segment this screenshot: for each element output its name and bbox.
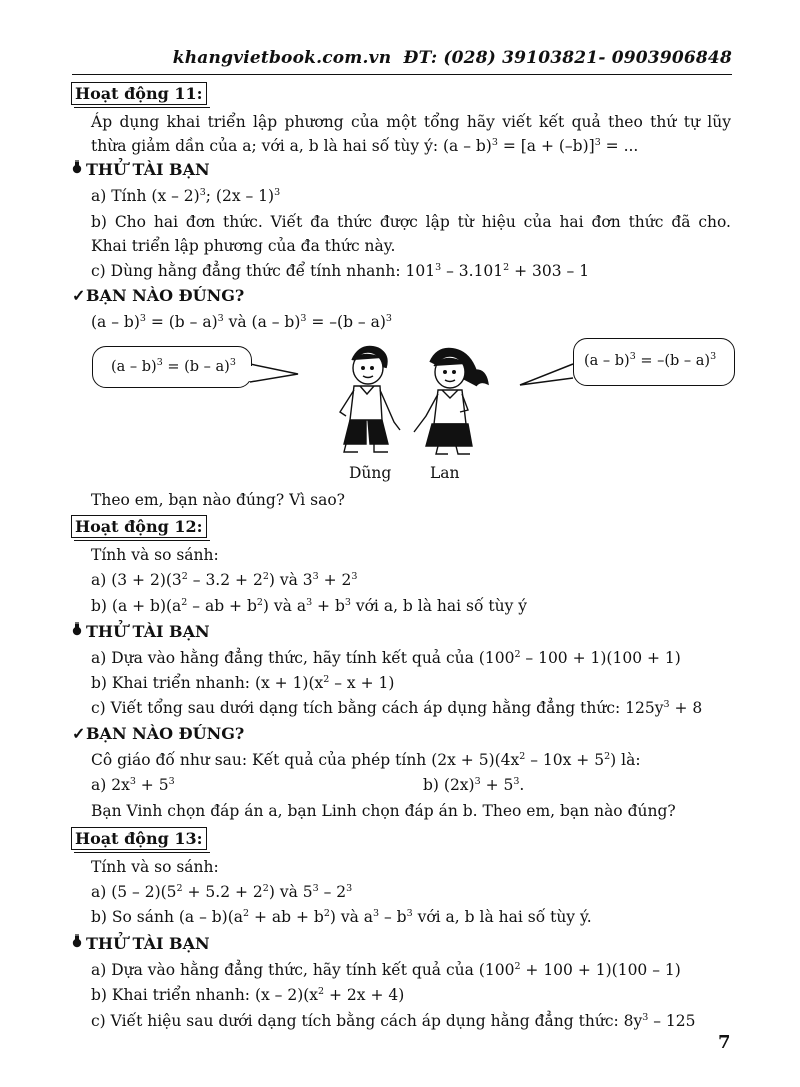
who-is-right-2-option-a: a) $2x^3 + 5^3$ xyxy=(91,776,175,794)
who-is-right-1-statement: (a – b)$^3$ = (b – a)$^3$ và (a – b)$^3$ = –(b – a)$^3$ xyxy=(91,313,392,331)
speech-bubble-lan: (a – b)$^3$ = –(b – a)$^3$ xyxy=(573,338,735,386)
activity-13-title: Hoạt động 13: xyxy=(71,827,207,850)
activity-11-title: Hoạt động 11: xyxy=(71,82,207,105)
try-1-item-b-line-2: Khai triển lập phương của đa thức này. xyxy=(91,237,396,255)
activity-12-item-b: b) $(a + b)(a^2$ – ab + $b^2$) và $a^3 + b^3$ với a, b là hai số tùy ý xyxy=(91,597,528,615)
try-3-item-b: b) Khai triển nhanh: $(x - 2)(x^2 + 2x + 4)$ xyxy=(91,986,405,1004)
checkmark-icon: ✓ xyxy=(72,724,86,743)
try-2-item-a: a) Dựa vào hằng đẳng thức, hãy tính kết quả của $(100^2 - 100 + 1)(100 + 1)$ xyxy=(91,649,681,667)
try-2-item-c: c) Viết tổng sau dưới dạng tích bằng cách áp dụng hằng đẳng thức: $125y^3 + 8$ xyxy=(91,699,703,717)
who-is-right-2-line-2: Bạn Vinh chọn đáp án a, bạn Linh chọn đáp án b. Theo em, bạn nào đúng? xyxy=(91,802,676,820)
header-site: khangvietbook.com.vn xyxy=(172,48,392,68)
activity-12-title: Hoạt động 12: xyxy=(71,515,207,538)
try-section-1-title: THỬ TÀI BẠN xyxy=(72,160,210,180)
children-illustration xyxy=(330,340,500,460)
who-is-right-2-title: ✓BẠN NÀO ĐÚNG? xyxy=(72,724,245,743)
try-1-item-b-line-1: b) Cho hai đơn thức. Viết đa thức được lập từ hiệu của hai đơn thức đã cho. xyxy=(91,213,731,231)
activity-11-line-1: Áp dụng khai triển lập phương của một tổng hãy viết kết quả theo thứ tự lũy xyxy=(91,113,731,131)
activity-13-item-b: b) So sánh $(a - b)(a^2$ + ab + $b^2$) và $a^3 - b^3$ với a, b là hai số tùy ý. xyxy=(91,908,592,926)
speech-bubble-dung: (a – b)$^3$ = (b – a)$^3$ xyxy=(92,346,252,388)
header-phone: ĐT: (028) 39103821- 0903906848 xyxy=(403,48,732,68)
try-section-3-title: THỬ TÀI BẠN xyxy=(72,934,210,954)
page-number: 7 xyxy=(718,1032,731,1053)
lightbulb-icon xyxy=(72,934,86,954)
try-3-item-c: c) Viết hiệu sau dưới dạng tích bằng cách áp dụng hằng đẳng thức: $8y^3 - 125$ xyxy=(91,1012,696,1030)
name-lan: Lan xyxy=(430,464,460,482)
activity-12-intro: Tính và so sánh: xyxy=(91,546,219,564)
who-is-right-2-option-b: b) $(2x)^3 + 5^3$. xyxy=(423,776,525,794)
name-dung: Dũng xyxy=(349,464,392,482)
lightbulb-icon xyxy=(72,622,86,642)
who-is-right-1-question: Theo em, bạn nào đúng? Vì sao? xyxy=(91,491,345,509)
activity-13-intro: Tính và so sánh: xyxy=(91,858,219,876)
try-1-item-a: a) Tính (x – 2)$^3$; (2x – 1)$^3$ xyxy=(91,187,281,205)
activity-13-item-a: a) $(5 - 2)(5^2 + 5.2 + 2^2)$ và $5^3 - 2^3$ xyxy=(91,883,353,901)
activity-11-line-2: thừa giảm dần của a; với a, b là hai số tùy ý: $(a - b)^3 = [a + (-b)]^3$ = ... xyxy=(91,137,639,155)
try-1-item-c: c) Dùng hằng đẳng thức để tính nhanh: $101^3 - 3.101^2 + 303 - 1$ xyxy=(91,262,590,280)
try-section-2-title: THỬ TÀI BẠN xyxy=(72,622,210,642)
try-2-item-b: b) Khai triển nhanh: $(x + 1)(x^2 - x + 1)$ xyxy=(91,674,395,692)
checkmark-icon: ✓ xyxy=(72,286,86,305)
activity-12-item-a: a) $(3 + 2)(3^2 - 3.2 + 2^2)$ và $3^3 + 2^3$ xyxy=(91,571,358,589)
who-is-right-1-title: ✓BẠN NÀO ĐÚNG? xyxy=(72,286,245,305)
who-is-right-2-question: Cô giáo đố như sau: Kết quả của phép tính $(2x + 5)(4x^2 - 10x + 5^2)$ là: xyxy=(91,751,641,769)
try-3-item-a: a) Dựa vào hằng đẳng thức, hãy tính kết quả của $(100^2 + 100 + 1)(100 - 1)$ xyxy=(91,961,681,979)
